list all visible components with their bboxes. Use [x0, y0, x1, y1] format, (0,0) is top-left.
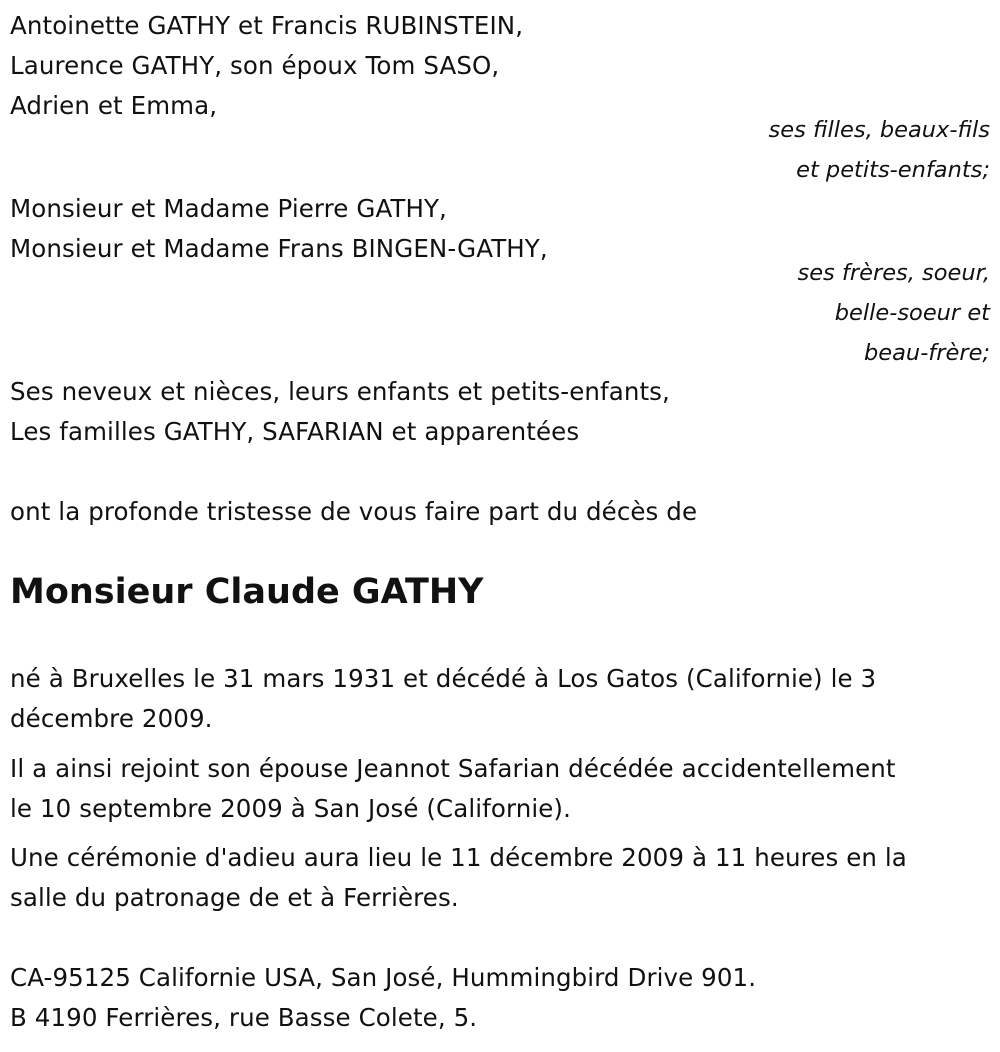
address-line: B 4190 Ferrières, rue Basse Colete, 5.	[10, 1003, 478, 1032]
detail-line: le 10 septembre 2009 à San José (Californie).	[10, 794, 571, 823]
address-line: CA-95125 Californie USA, San José, Hummingbird Drive 901.	[10, 963, 757, 992]
relation-line: ses filles, beaux-fils	[768, 117, 990, 143]
detail-line: né à Bruxelles le 31 mars 1931 et décédé à Los Gatos (Californie) le 3	[10, 664, 877, 693]
family-line: Antoinette GATHY et Francis RUBINSTEIN,	[10, 11, 524, 40]
family-line: Laurence GATHY, son époux Tom SASO,	[10, 51, 500, 80]
relation-line: ses frères, soeur,	[797, 260, 990, 286]
relation-line: belle-soeur et	[834, 300, 990, 326]
family-line: Les familles GATHY, SAFARIAN et apparentées	[10, 417, 580, 446]
family-line: Monsieur et Madame Frans BINGEN-GATHY,	[10, 234, 548, 263]
detail-line: Une cérémonie d'adieu aura lieu le 11 décembre 2009 à 11 heures en la	[10, 843, 907, 872]
relation-line: beau-frère;	[864, 340, 990, 366]
family-line: Monsieur et Madame Pierre GATHY,	[10, 194, 447, 223]
announcement-text: ont la profonde tristesse de vous faire part du décès de	[10, 497, 698, 526]
detail-line: décembre 2009.	[10, 704, 213, 733]
family-line: Adrien et Emma,	[10, 91, 218, 120]
relation-line: et petits-enfants;	[796, 157, 990, 183]
family-line: Ses neveux et nièces, leurs enfants et petits-enfants,	[10, 377, 670, 406]
detail-line: Il a ainsi rejoint son épouse Jeannot Safarian décédée accidentellement	[10, 754, 896, 783]
detail-line: salle du patronage de et à Ferrières.	[10, 883, 459, 912]
deceased-name: Monsieur Claude GATHY	[10, 572, 484, 612]
